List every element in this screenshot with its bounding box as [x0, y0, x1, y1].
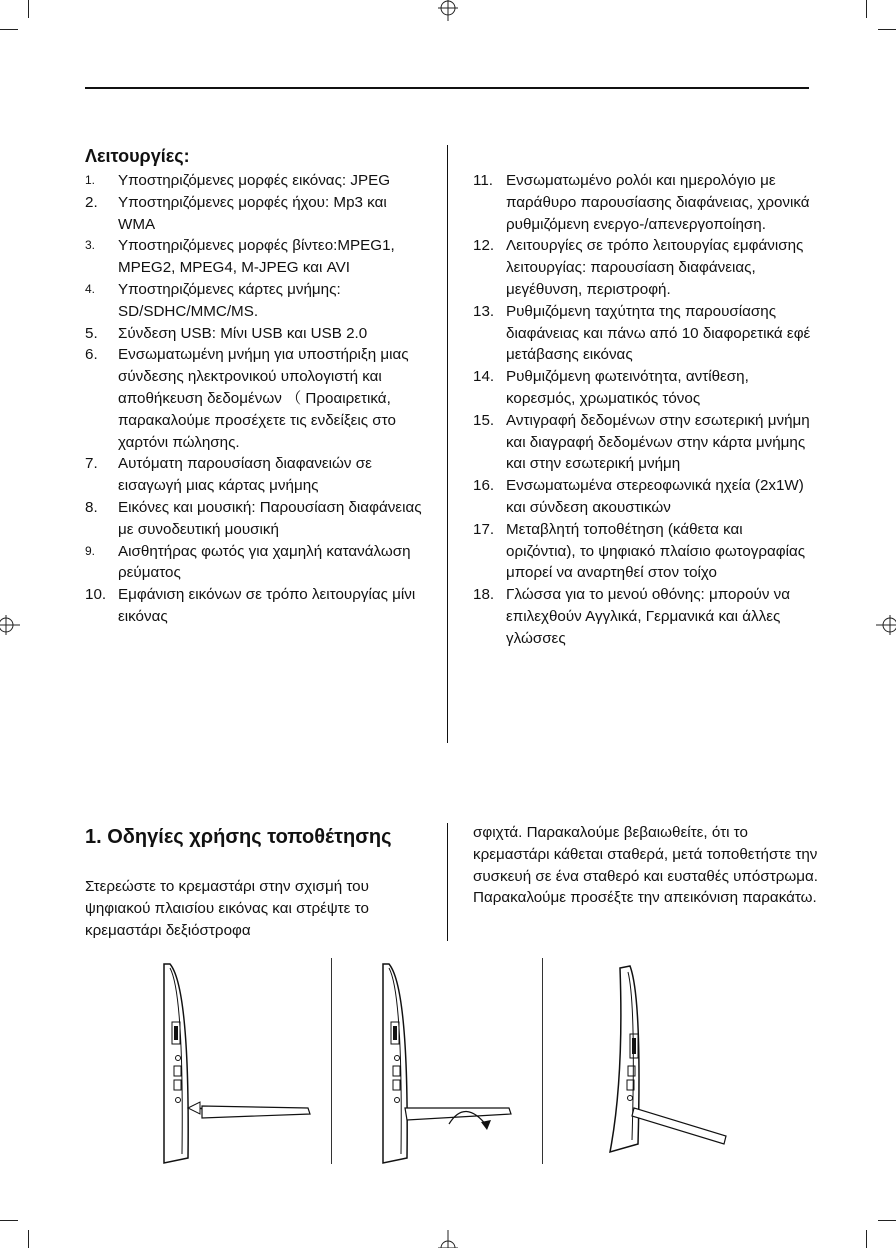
crop-mark [878, 29, 896, 30]
header-rule [85, 87, 809, 89]
list-item: 8. Εικόνες και μουσική: Παρουσίαση διαφάνειας με συνοδευτική μουσική [85, 498, 422, 538]
crop-mark [28, 0, 29, 18]
list-item: 16. Ενσωματωμένα στερεοφωνικά ηχεία (2x1W) και σύνδεση ακουστικών [473, 477, 804, 516]
crop-mark [28, 1230, 29, 1248]
list-item: 13. Ρυθμιζόμενη ταχύτητα της παρουσίασης διαφάνειας και πάνω από 10 διαφορετικά εφέ μετάβασης εικόνας [473, 302, 811, 364]
list-item: 9. Αισθητήρας φωτός για χαμηλή κατανάλωση ρεύματος [85, 542, 411, 582]
list-item: 5. Σύνδεση USB: Μίνι USB και USB 2.0 [85, 324, 368, 342]
features-list-right [473, 170, 813, 650]
features-heading: Λειτουργίες: [85, 146, 190, 166]
column-divider [447, 823, 448, 941]
photo-frame-stand-step1-illustration [150, 958, 325, 1168]
list-item: 14. Ρυθμιζόμενη φωτεινότητα, αντίθεση, κορεσμός, χρωματικός τόνος [473, 368, 749, 407]
registration-mark-icon [436, 1230, 460, 1248]
column-divider [447, 145, 448, 743]
list-item: 3. Υποστηριζόμενες μορφές βίντεο:MPEG1, MPEG2, MPEG4, M-JPEG και AVI [85, 237, 395, 277]
photo-frame-stand-step3-illustration [580, 958, 750, 1168]
list-item: 6. Ενσωματωμένη μνήμη για υποστήριξη μιας σύνδεσης ηλεκτρονικού υπολογιστή και αποθήκευση δεδομένων （ Προαιρετικά, παρακαλούμε προσέχετε τις ενδείξεις στο χαρτόνι πώλησης. [85, 346, 409, 451]
list-item: 2. Υποστηριζόμενες μορφές ήχου: Mp3 και WMA [85, 193, 387, 233]
photo-frame-stand-step2-illustration [375, 958, 535, 1168]
registration-mark-icon [874, 613, 896, 637]
installation-heading: 1. Οδηγίες χρήσης τοποθέτησης [85, 826, 392, 848]
list-item: 15. Αντιγραφή δεδομένων στην εσωτερική μνήμη και διαγραφή δεδομένων στην κάρτα μνήμης και στην εσωτερική μνήμη [473, 411, 810, 473]
list-item: 1. Υποστηριζόμενες μορφές εικόνας: JPEG [85, 172, 391, 189]
registration-mark-icon [0, 613, 22, 637]
crop-mark [878, 1220, 896, 1221]
crop-mark [866, 0, 867, 18]
crop-mark [0, 1220, 18, 1221]
registration-mark-icon [436, 0, 460, 22]
list-item: 18. Γλώσσα για το μενού οθόνης: μπορούν να επιλεχθούν Αγγλικά, Γερμανικά και άλλες γλώσσες [473, 586, 791, 647]
list-item: 7. Αυτόματη παρουσίαση διαφανειών σε εισαγωγή μιας κάρτας μνήμης [85, 455, 372, 495]
crop-mark [866, 1230, 867, 1248]
features-list-left [85, 170, 425, 628]
crop-mark [0, 29, 18, 30]
list-item: 10. Εμφάνιση εικόνων σε τρόπο λειτουργίας μίνι εικόνας [85, 586, 416, 625]
figure-divider [331, 958, 332, 1164]
list-item: 12. Λειτουργίες σε τρόπο λειτουργίας εμφάνισης λειτουργίας: παρουσίαση διαφάνειας, μεγέθυνση, περιστροφή. [473, 237, 804, 298]
list-item: 17. Μεταβλητή τοποθέτηση (κάθετα και οριζόντια), το ψηφιακό πλαίσιο φωτογραφίας μπορεί να αναρτηθεί στον τοίχο [473, 520, 806, 582]
list-item: 11. Ενσωματωμένο ρολόι και ημερολόγιο με παράθυρο παρουσίασης διαφάνειας, χρονικά ρυθμιζόμενη ενεργο-/απενεργοποίηση. [473, 172, 810, 233]
figure-divider [542, 958, 543, 1164]
installation-text-right: σφιχτά. Παρακαλούμε βεβαιωθείτε, ότι το κρεμαστάρι κάθεται σταθερά, μετά τοποθετήστε την συσκευή σε ένα σταθερό και ευσταθές υπόστρωμα. Παρακαλούμε προσέξτε την απεικόνιση παρακάτω. [473, 824, 818, 907]
list-item: 4. Υποστηριζόμενες κάρτες μνήμης: SD/SDHC/MMC/MS. [85, 280, 341, 320]
installation-text-left: Στερεώστε το κρεμαστάρι στην σχισμή του ψηφιακού πλαισίου εικόνας και στρέψτε το κρεμαστάρι δεξιόστροφα [85, 878, 369, 939]
